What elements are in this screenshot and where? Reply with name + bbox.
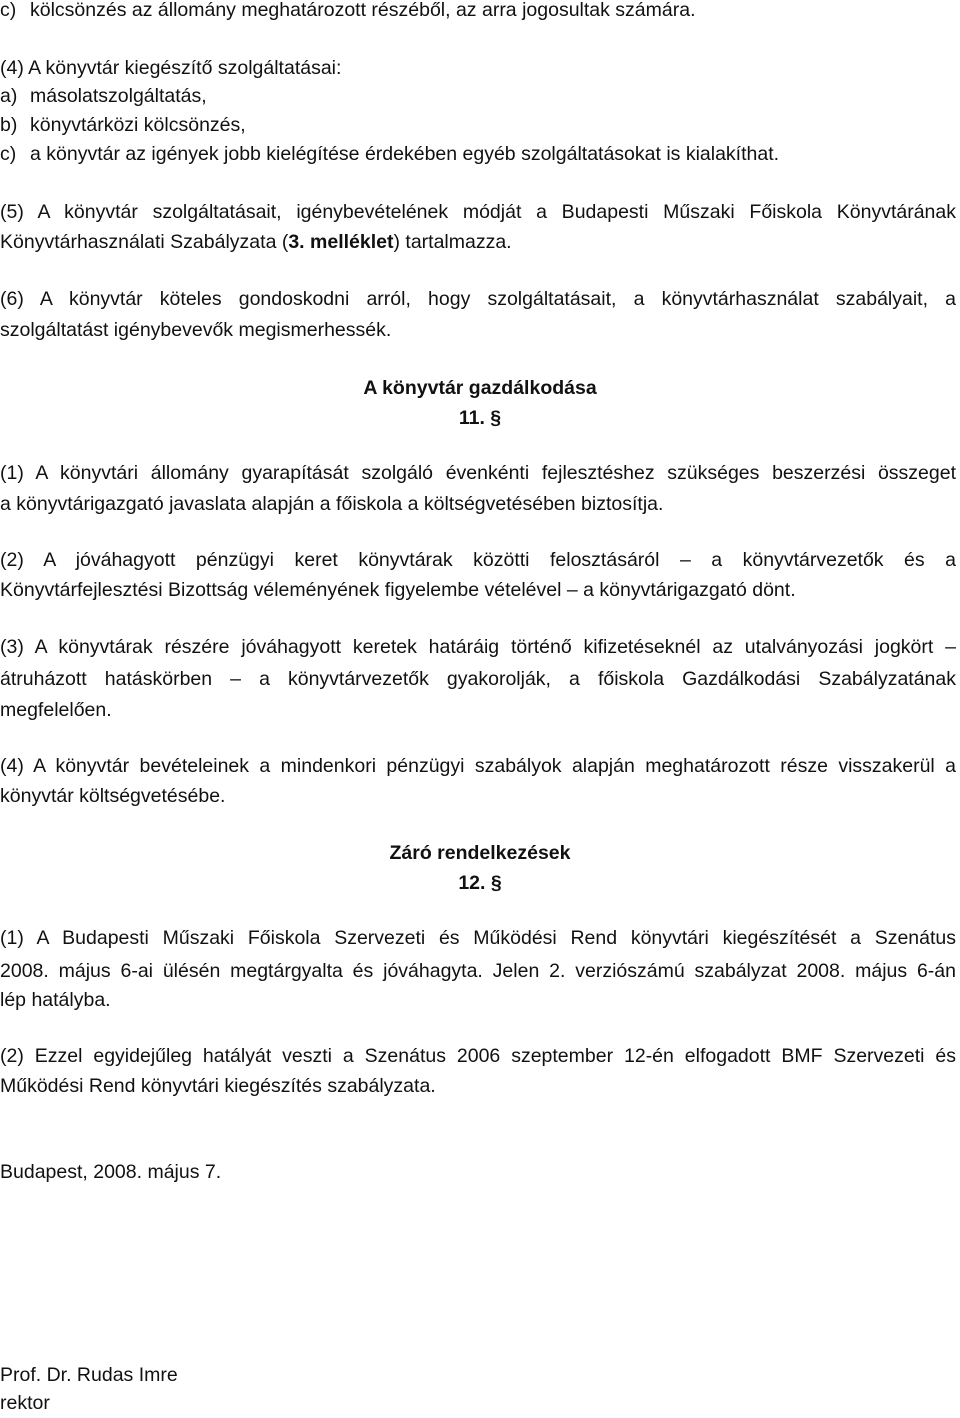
list-marker: c) [0, 143, 17, 165]
annex-reference: 3. melléklet [288, 231, 394, 253]
list-marker: c) [0, 0, 17, 21]
signatory-name: Prof. Dr. Rudas Imre [0, 1364, 178, 1386]
section-12-p2-line-2: Működési Rend könyvtári kiegészítés szabályzata. [0, 1075, 436, 1097]
section-number: 12. § [458, 872, 502, 894]
list-item [0, 84, 207, 108]
list-item-text: a könyvtár az igények jobb kielégítése érdekében egyéb szolgáltatásokat is kialakíthat. [30, 143, 780, 165]
section-11-p4-line-2: könyvtár költségvetésébe. [0, 785, 226, 807]
section-11-p2-line-1: (2) A jóváhagyott pénzügyi keret könyvtárak közötti felosztásáról – a könyvtárvezetők és a [0, 549, 956, 571]
section-number: 11. § [458, 407, 502, 429]
signatory-title: rektor [0, 1392, 50, 1414]
paragraph-4-intro: (4) A könyvtár kiegészítő szolgáltatásai: [0, 57, 342, 79]
place-and-date: Budapest, 2008. május 7. [0, 1161, 222, 1183]
section-11-p1-line-2: a könyvtárigazgató javaslata alapján a főiskola a költségvetésében biztosítja. [0, 493, 664, 515]
section-12-p1-line-1: (1) A Budapesti Műszaki Főiskola Szervezeti és Működési Rend könyvtári kiegészítését a Szenátus [0, 927, 956, 949]
list-item-text: kölcsönzés az állomány meghatározott részéből, az arra jogosultak számára. [30, 0, 696, 21]
section-11-p3-line-1: (3) A könyvtárak részére jóváhagyott keretek határáig történő kifizetéseknél az utalványozási jogkört – [0, 636, 956, 658]
paragraph-5-line-1: (5) A könyvtár szolgáltatásait, igénybevételének módját a Budapesti Műszaki Főiskola Könyvtárának [0, 201, 956, 223]
section-11-p4-line-1: (4) A könyvtár bevételeinek a mindenkori pénzügyi szabályok alapján meghatározott része visszakerül a [0, 755, 956, 777]
section-title: A könyvtár gazdálkodása [363, 377, 597, 399]
section-11-p3-line-2: átruházott hatáskörben – a könyvtárvezetők gyakorolják, a főiskola Gazdálkodási Szabályzatának [0, 668, 956, 690]
section-title: Záró rendelkezések [389, 842, 571, 864]
paragraph-6-line-1: (6) A könyvtár köteles gondoskodni arról, hogy szolgáltatásait, a könyvtárhasználat szabályait, a [0, 288, 956, 310]
list-marker: b) [0, 114, 18, 136]
section-11-p2-line-2: Könyvtárfejlesztési Bizottság véleményének figyelembe vételével – a könyvtárigazgató dönt. [0, 579, 796, 601]
paragraph-5-line-2 [0, 230, 512, 254]
section-11-p1-line-1: (1) A könyvtári állomány gyarapítását szolgáló évenkénti fejlesztéshez szükséges beszerzési összeget [0, 462, 956, 484]
list-marker: a) [0, 85, 18, 107]
list-item-text: másolatszolgáltatás, [30, 85, 207, 107]
list-item-text: könyvtárközi kölcsönzés, [30, 114, 246, 136]
section-12-p1-line-3: lép hatályba. [0, 989, 111, 1011]
list-item [0, 142, 779, 166]
section-12-p1-line-2: 2008. május 6-ai ülésén megtárgyalta és jóváhagyta. Jelen 2. verziószámú szabályzat 2008. május 6-án [0, 960, 956, 982]
section-11-p3-line-3: megfelelően. [0, 699, 112, 721]
list-item [0, 0, 696, 22]
section-12-p2-line-1: (2) Ezzel egyidejűleg hatályát veszti a Szenátus 2006 szeptember 12-én elfogadott BMF Szervezeti és [0, 1045, 956, 1067]
list-item [0, 113, 246, 137]
paragraph-6-line-2: szolgáltatást igénybevevők megismerhessék. [0, 319, 392, 341]
text-segment: ) tartalmazza. [393, 231, 512, 253]
text-segment: Könyvtárhasználati Szabályzata ( [0, 231, 289, 253]
